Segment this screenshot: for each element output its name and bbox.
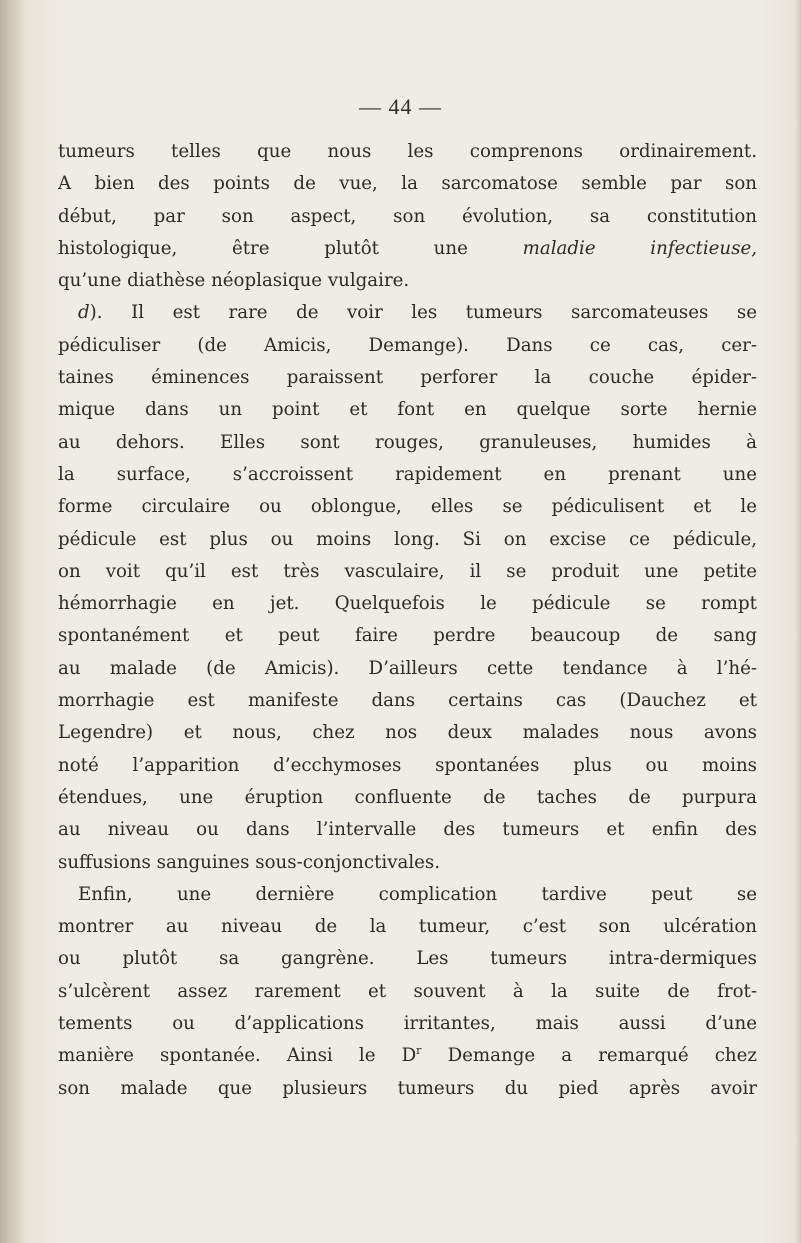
- superscript: r: [416, 1044, 422, 1058]
- text-line: montrer au niveau de la tumeur, c’est son ulcération: [58, 916, 757, 938]
- text-line: s’ulcèrent assez rarement et souvent à la suite de frot-: [58, 980, 757, 1002]
- text-line: mique dans un point et font en quelque sorte hernie: [58, 399, 757, 421]
- page-number: — 44 —: [359, 94, 442, 119]
- text-line: taines éminences paraissent perforer la couche épider-: [58, 367, 757, 389]
- text-line: au dehors. Elles sont rouges, granuleuses, humides à: [58, 431, 757, 453]
- text-line: la surface, s’accroissent rapidement en prenant une: [58, 463, 757, 485]
- section-letter: d: [78, 302, 90, 324]
- page-binding-shadow: [0, 0, 24, 1243]
- text-line: A bien des points de vue, la sarcomatose semble par son: [58, 173, 757, 195]
- text-line: tements ou d’applications irritantes, mais aussi d’une: [58, 1013, 757, 1035]
- text-line: son malade que plusieurs tumeurs du pied après avoir: [58, 1077, 757, 1099]
- text-line: [58, 1040, 757, 1072]
- text-line: hémorrhagie en jet. Quelquefois le pédicule se rompt: [58, 593, 757, 615]
- text-line: suffusions sanguines sous-conjonctivales.: [58, 851, 441, 873]
- text-line: tumeurs telles que nous les comprenons ordinairement.: [58, 141, 757, 162]
- text-line: morrhagie est manifeste dans certains cas (Dauchez et: [58, 690, 757, 712]
- text-line: début, par son aspect, son évolution, sa constitution: [58, 205, 757, 227]
- text-line: qu’une diathèse néoplasique vulgaire.: [58, 270, 410, 292]
- text-line: Legendre) et nous, chez nos deux malades nous avons: [58, 722, 757, 744]
- text-line: [58, 297, 757, 329]
- text-line: noté l’apparition d’ecchymoses spontanées plus ou moins: [58, 754, 757, 776]
- text-line: ou plutôt sa gangrène. Les tumeurs intra-dermiques: [58, 948, 757, 970]
- text-line: pédicule est plus ou moins long. Si on excise ce pédicule,: [58, 528, 757, 550]
- text-segment: Demange a remarqué chez: [421, 1045, 757, 1067]
- body-text: [58, 136, 757, 1105]
- text-segment: ). Il est rare de voir les tumeurs sarcomateuses se: [89, 302, 757, 324]
- text-line: Enfin, une dernière complication tardive peut se: [78, 883, 757, 905]
- text-segment: histologique, être plutôt une: [58, 237, 523, 259]
- text-line: [58, 233, 757, 265]
- text-line: spontanément et peut faire perdre beaucoup de sang: [58, 625, 757, 647]
- text-line: au malade (de Amicis). D’ailleurs cette tendance à l’hé-: [58, 657, 757, 679]
- text-line: on voit qu’il est très vasculaire, il se produit une petite: [58, 560, 757, 582]
- page-edge-shadow: [795, 0, 801, 1243]
- text-segment: manière spontanée. Ainsi le D: [58, 1045, 417, 1067]
- text-line: étendues, une éruption confluente de taches de purpura: [58, 786, 757, 808]
- italic-term: maladie infectieuse,: [522, 237, 757, 259]
- text-line: pédiculiser (de Amicis, Demange). Dans ce cas, cer-: [58, 334, 757, 356]
- text-line: au niveau ou dans l’intervalle des tumeurs et enfin des: [58, 819, 757, 841]
- text-line: forme circulaire ou oblongue, elles se pédiculisent et le: [58, 496, 757, 518]
